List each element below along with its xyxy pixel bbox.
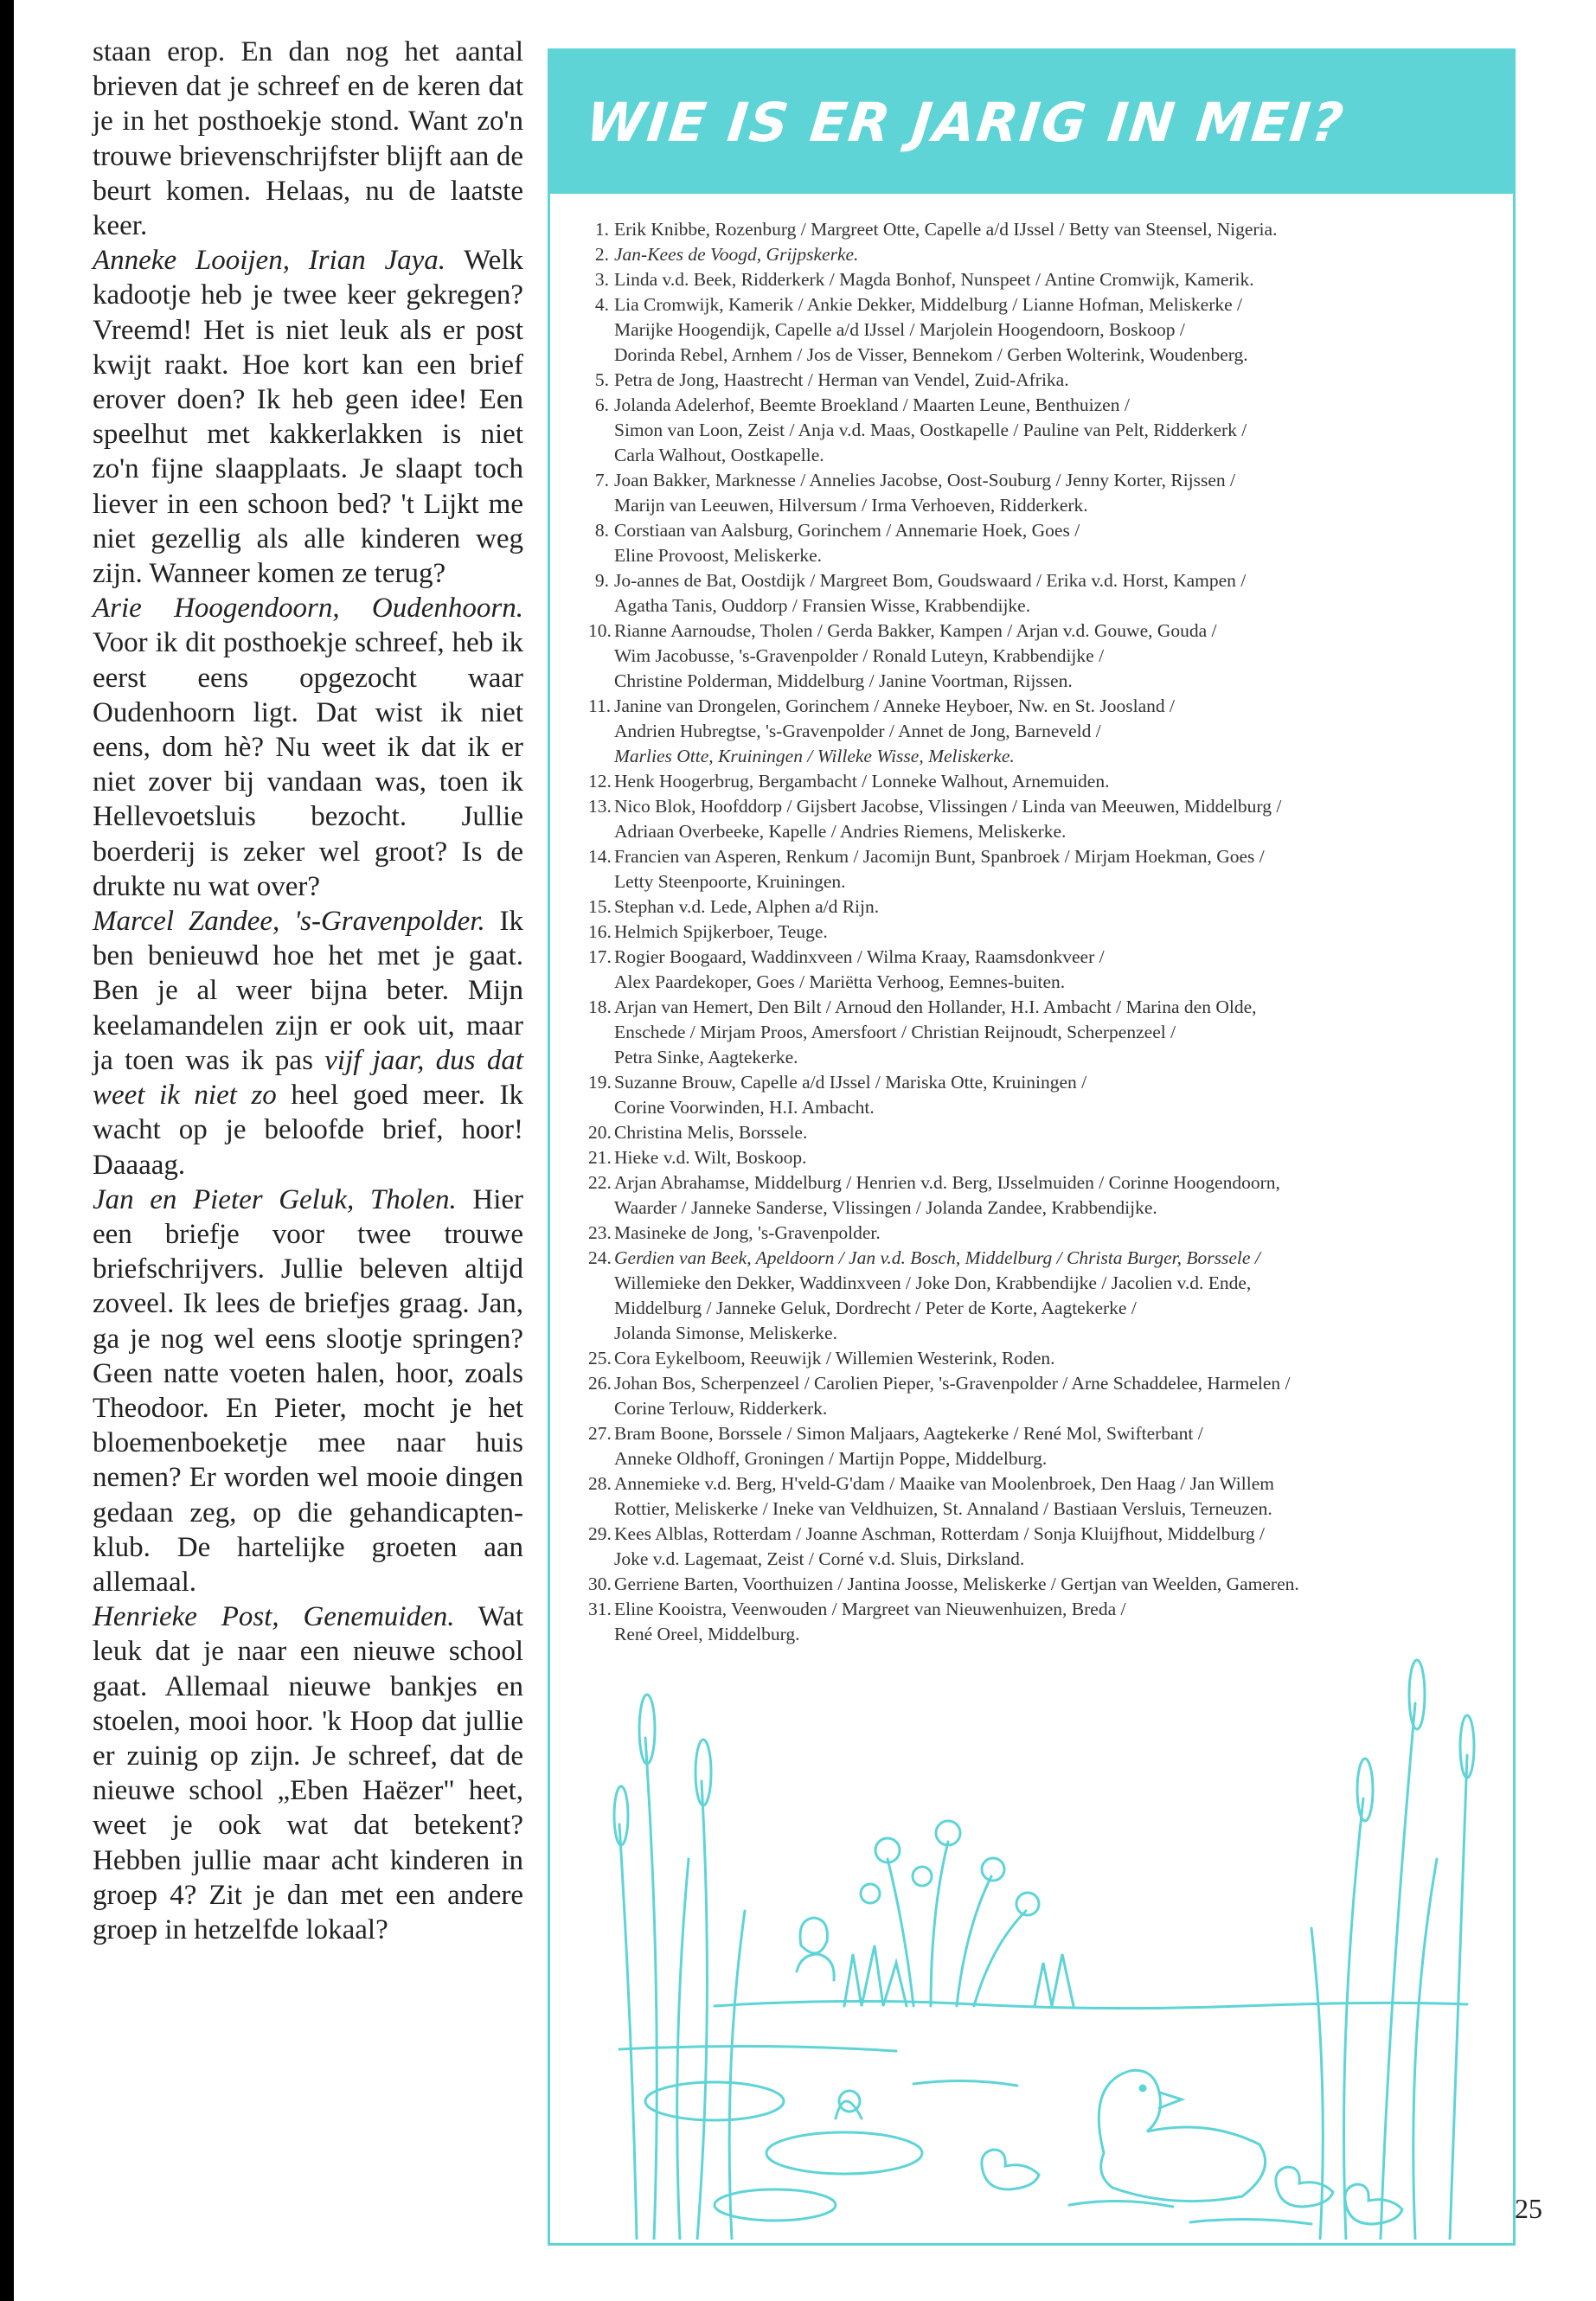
birthday-names-line: Andrien Hubregtse, 's-Gravenpolder / Annet de Jong, Barneveld /: [614, 721, 1101, 741]
birthday-names-line: Gerriene Barten, Voorthuizen / Jantina Joosse, Meliskerke / Gertjan van Weelden, Gameren.: [614, 1574, 1299, 1594]
birthday-names-line: Johan Bos, Scherpenzeel / Carolien Pieper, 's-Gravenpolder / Arne Schaddelee, Harmelen /: [614, 1373, 1291, 1394]
birthday-names-line: Joan Bakker, Marknesse / Annelies Jacobse, Oost-Souburg / Jenny Korter, Rijssen /: [614, 470, 1236, 490]
birthday-day-number: 6.: [594, 394, 609, 415]
birthday-names-line: Eline Kooistra, Veenwouden / Margreet van Nieuwenhuizen, Breda /: [614, 1599, 1126, 1619]
birthday-day-number: 15.: [588, 896, 612, 917]
letter-body: staan erop. En dan nog het aantal brieven dat je schreef en de keren dat je in het posthoekje stond. Want zo'n trouwe brievenschrijfster blijft aan de beurt komen. Helaas, nu de laatste keer.: [93, 36, 523, 242]
letters-column: [93, 35, 523, 1947]
birthday-day-number: 28.: [588, 1473, 612, 1494]
birthday-entry: [588, 267, 1505, 292]
letter-anneke: [93, 243, 523, 591]
page-number: 25: [1515, 2193, 1542, 2224]
birthday-day-number: 1.: [594, 219, 609, 240]
birthday-names-line: Alex Paardekoper, Goes / Mariëtta Verhoog, Eemnes-buiten.: [614, 971, 1066, 992]
letter-recipient: Anneke Looijen, Irian Jaya.: [93, 245, 446, 277]
birthday-names-line: Rottier, Meliskerke / Ineke van Veldhuizen, St. Annaland / Bastiaan Versluis, Terneuzen.: [614, 1498, 1272, 1519]
birthday-entry: [588, 1522, 1505, 1572]
letter-jan-pieter: [93, 1183, 523, 1599]
birthday-entry: [588, 1421, 1505, 1471]
birthday-day-number: 23.: [588, 1222, 612, 1243]
birthday-day-number: 31.: [588, 1599, 612, 1619]
birthday-names-line: Wim Jacobusse, 's-Gravenpolder / Ronald Luteyn, Krabbendijke /: [614, 645, 1105, 666]
birthday-list: [588, 217, 1505, 1647]
birthday-entry: [588, 769, 1505, 794]
birthday-entry: [588, 568, 1505, 619]
birthday-names-line: Hieke v.d. Wilt, Boskoop.: [614, 1147, 807, 1168]
birthday-entry: [588, 368, 1505, 393]
birthday-names-line: Helmich Spijkerboer, Teuge.: [614, 921, 828, 942]
birthday-names-line: Jolanda Adelerhof, Beemte Broekland / Maarten Leune, Benthuizen /: [614, 394, 1130, 415]
birthday-entry: [588, 619, 1505, 694]
birthday-day-number: 18.: [588, 997, 612, 1017]
birthday-day-number: 27.: [588, 1423, 612, 1444]
birthday-day-number: 19.: [588, 1072, 612, 1093]
letter-henrieke: [93, 1599, 523, 1947]
birthday-entry: [588, 995, 1505, 1070]
birthday-day-number: 22.: [588, 1172, 612, 1193]
birthday-entry: [588, 1221, 1505, 1246]
birthday-entry: [588, 794, 1505, 844]
birthday-entry: [588, 217, 1505, 242]
birthday-names-line: Jan-Kees de Voogd, Grijpskerke.: [614, 244, 859, 265]
birthday-names-line: René Oreel, Middelburg.: [614, 1624, 800, 1644]
birthday-day-number: 4.: [594, 294, 609, 315]
birthday-names-line: Marijn van Leeuwen, Hilversum / Irma Verhoeven, Ridderkerk.: [614, 495, 1088, 516]
birthday-names-line: Gerdien van Beek, Apeldoorn / Jan v.d. Bosch, Middelburg / Christa Burger, Borssele /: [614, 1247, 1260, 1268]
birthday-names-line: Middelburg / Janneke Geluk, Dordrecht / Peter de Korte, Aagtekerke /: [614, 1298, 1137, 1318]
birthday-day-number: 16.: [588, 921, 612, 942]
birthday-entry: [588, 1471, 1505, 1522]
birthday-day-number: 21.: [588, 1147, 612, 1168]
letter-body: Ik ben benieuwd hoe het met je gaat. Ben je al weer bijna beter. Mijn keelamandelen zijn er ook uit, maar ja toen was ik pas: [93, 906, 523, 1076]
page-spine: [0, 0, 14, 2301]
letter-recipient: Arie Hoogendoorn, Oudenhoorn.: [93, 593, 523, 625]
letter-body: Hier een briefje voor twee trouwe briefschrijvers. Jullie beleven altijd zoveel. Ik lees de briefjes graag. Jan, ga je nog wel eens slootje springen? Geen natte voeten halen, hoor, zoals Theodoor. En Pieter, mocht je het bloemenboeketje mee naar huis nemen? Er worden wel mooie dingen gedaan zeg, op die gehandicapten-klub. De hartelijke groeten aan allemaal.: [93, 1183, 523, 1598]
birthday-entry: [588, 920, 1505, 945]
birthday-day-number: 30.: [588, 1574, 612, 1594]
birthday-names-line: Arjan Abrahamse, Middelburg / Henrien v.d. Berg, IJsselmuiden / Corinne Hoogendoorn,: [614, 1172, 1280, 1193]
birthday-names-line: Jo-annes de Bat, Oostdijk / Margreet Bom, Goudswaard / Erika v.d. Horst, Kampen /: [614, 570, 1247, 591]
birthday-day-number: 29.: [588, 1523, 612, 1544]
birthday-names-line: Annemieke v.d. Berg, H'veld-G'dam / Maaike van Moolenbroek, Den Haag / Jan Willem: [614, 1473, 1274, 1494]
birthday-names-line: Agatha Tanis, Ouddorp / Fransien Wisse, Krabbendijke.: [614, 595, 1031, 616]
birthday-names-line: Willemieke den Dekker, Waddinxveen / Joke Don, Krabbendijke / Jacolien v.d. Ende,: [614, 1272, 1252, 1293]
letter-intro: [93, 35, 523, 243]
birthday-entry: [588, 1120, 1505, 1145]
birthday-day-number: 13.: [588, 796, 612, 817]
birthday-names-line: Lia Cromwijk, Kamerik / Ankie Dekker, Middelburg / Lianne Hofman, Meliskerke /: [614, 294, 1242, 315]
birthday-names-line: Anneke Oldhoff, Groningen / Martijn Poppe, Middelburg.: [614, 1448, 1048, 1469]
birthday-names-line: Rogier Boogaard, Waddinxveen / Wilma Kraay, Raamsdonkveer /: [614, 946, 1105, 967]
birthday-entry: [588, 468, 1505, 518]
letter-body-italic: vijf jaar, dus dat weet ik niet zo: [93, 1044, 523, 1112]
birthday-names-line: Henk Hoogerbrug, Bergambacht / Lonneke Walhout, Arnemuiden.: [614, 771, 1110, 792]
birthday-names-line: Francien van Asperen, Renkum / Jacomijn Bunt, Spanbroek / Mirjam Hoekman, Goes /: [614, 846, 1265, 867]
birthday-entry: [588, 694, 1505, 769]
birthday-day-number: 10.: [588, 620, 612, 641]
birthday-names-line: Corine Voorwinden, H.I. Ambacht.: [614, 1097, 875, 1118]
birthday-entry: [588, 1070, 1505, 1120]
birthday-day-number: 8.: [594, 520, 609, 541]
birthday-names-line: Eline Provoost, Meliskerke.: [614, 545, 823, 566]
birthday-names-line: Simon van Loon, Zeist / Anja v.d. Maas, Oostkapelle / Pauline van Pelt, Ridderkerk /: [614, 420, 1247, 440]
birthday-names-line: Nico Blok, Hoofddorp / Gijsbert Jacobse, Vlissingen / Linda van Meeuwen, Middelburg /: [614, 796, 1282, 817]
birthday-names-line: Christina Melis, Borssele.: [614, 1122, 808, 1143]
birthday-entry: [588, 1572, 1505, 1597]
birthday-names-line: Rianne Aarnoudse, Tholen / Gerda Bakker, Kampen / Arjan v.d. Gouwe, Gouda /: [614, 620, 1217, 641]
birthday-entry: [588, 894, 1505, 920]
birthday-day-number: 2.: [594, 244, 609, 265]
birthday-names-line: Petra Sinke, Aagtekerke.: [614, 1047, 798, 1067]
birthday-names-line: Masineke de Jong, 's-Gravenpolder.: [614, 1222, 881, 1243]
birthday-names-line: Enschede / Mirjam Proos, Amersfoort / Christian Reijnoudt, Scherpenzeel /: [614, 1022, 1176, 1042]
letter-recipient: Henrieke Post, Genemuiden.: [93, 1601, 455, 1633]
birthday-entry: [588, 1346, 1505, 1371]
birthday-names-line: Jolanda Simonse, Meliskerke.: [614, 1323, 837, 1343]
birthday-day-number: 17.: [588, 946, 612, 967]
letter-recipient: Jan en Pieter Geluk, Tholen.: [93, 1183, 457, 1215]
birthday-names-line: Arjan van Hemert, Den Bilt / Arnoud den Hollander, H.I. Ambacht / Marina den Olde,: [614, 997, 1257, 1017]
birthday-entry: [588, 292, 1505, 368]
birthday-day-number: 14.: [588, 846, 612, 867]
birthday-names-line: Corine Terlouw, Ridderkerk.: [614, 1398, 828, 1419]
birthday-day-number: 26.: [588, 1373, 612, 1394]
birthday-names-line: Joke v.d. Lagemaat, Zeist / Corné v.d. Sluis, Dirksland.: [614, 1548, 1025, 1569]
birthday-names-line: Kees Alblas, Rotterdam / Joanne Aschman, Rotterdam / Sonja Kluijfhout, Middelburg /: [614, 1523, 1266, 1544]
birthday-day-number: 24.: [588, 1247, 612, 1268]
letter-body: Voor ik dit posthoekje schreef, heb ik eerst eens opgezocht waar Oudenhoorn ligt. Dat wist ik niet eens, dom hè? Nu weet ik dat ik er niet zover bij vandaan was, toen ik Hellevoetsluis bezocht. Jullie boerderij is zeker wel groot? Is de drukte nu wat over?: [93, 627, 523, 902]
birthday-entry: [588, 945, 1505, 995]
birthday-names-line: Waarder / Janneke Sanderse, Vlissingen / Jolanda Zandee, Krabbendijke.: [614, 1197, 1157, 1218]
birthday-names-line: Cora Eykelboom, Reeuwijk / Willemien Westerink, Roden.: [614, 1348, 1055, 1368]
birthday-entry: [588, 1170, 1505, 1221]
birthday-names-line: Bram Boone, Borssele / Simon Maljaars, Aagtekerke / René Mol, Swifterbant /: [614, 1423, 1203, 1444]
pond-illustration: [585, 1599, 1484, 2240]
birthday-names-line: Adriaan Overbeeke, Kapelle / Andries Riemens, Meliskerke.: [614, 821, 1067, 842]
birthday-entry: [588, 844, 1505, 894]
birthday-entry: [588, 242, 1505, 267]
letter-body: Welk kadootje heb je twee keer gekregen? Vreemd! Het is niet leuk als er post kwijt raakt. Hoe kort kan een brief erover doen? Ik heb geen idee! Een speelhut met kakkerlakken is niet zo'n fijne slaapplaats. Je slaapt toch liever in een schoon bed? 't Lijkt me niet gezellig als alle kinderen weg zijn. Wanneer komen ze terug?: [93, 245, 523, 590]
birthday-names-line: Dorinda Rebel, Arnhem / Jos de Visser, Bennekom / Gerben Wolterink, Woudenberg.: [614, 344, 1248, 365]
birthday-names-line: Letty Steenpoorte, Kruiningen.: [614, 871, 846, 892]
birthday-box: [548, 48, 1516, 2246]
letter-arie: [93, 591, 523, 904]
letter-marcel: [93, 904, 523, 1183]
birthday-names-line: Marijke Hoogendijk, Capelle a/d IJssel / Marjolein Hoogendoorn, Boskoop /: [614, 319, 1185, 340]
letter-body: Wat leuk dat je naar een nieuwe school gaat. Allemaal nieuwe bankjes en stoelen, mooi hoor. 'k Hoop dat jullie er zuinig op zijn. Je schreef, dat de nieuwe school „Eben Haëzer" heet, weet je ook wat dat betekent? Hebben jullie maar acht kinderen in groep 4? Zit je dan met een andere groep in hetzelfde lokaal?: [93, 1601, 523, 1945]
birthday-entry: [588, 393, 1505, 468]
birthday-day-number: 9.: [594, 570, 609, 591]
birthday-day-number: 7.: [594, 470, 609, 490]
birthday-title: WIE IS ER JARIG IN MEI?: [583, 91, 1349, 154]
birthday-entry: [588, 1246, 1505, 1346]
birthday-entry: [588, 1145, 1505, 1170]
birthday-names-line: Stephan v.d. Lede, Alphen a/d Rijn.: [614, 896, 880, 917]
birthday-names-line: Marlies Otte, Kruiningen / Willeke Wisse, Meliskerke.: [614, 746, 1015, 766]
birthday-entry: [588, 518, 1505, 568]
birthday-day-number: 20.: [588, 1122, 612, 1143]
birthday-day-number: 5.: [594, 369, 609, 390]
birthday-names-line: Christine Polderman, Middelburg / Janine Voortman, Rijssen.: [614, 670, 1073, 691]
birthday-names-line: Suzanne Brouw, Capelle a/d IJssel / Mariska Otte, Kruiningen /: [614, 1072, 1087, 1093]
birthday-day-number: 3.: [594, 269, 609, 290]
birthday-entry: [588, 1371, 1505, 1421]
letter-recipient: Marcel Zandee, 's-Gravenpolder.: [93, 906, 485, 938]
birthday-day-number: 25.: [588, 1348, 612, 1368]
birthday-names-line: Carla Walhout, Oostkapelle.: [614, 445, 824, 465]
birthday-names-line: Petra de Jong, Haastrecht / Herman van Vendel, Zuid-Afrika.: [614, 369, 1069, 390]
birthday-day-number: 12.: [588, 771, 612, 792]
letter-body: heel goed meer. Ik wacht op je beloofde brief, hoor! Daaaag.: [93, 1080, 523, 1181]
birthday-names-line: Corstiaan van Aalsburg, Gorinchem / Annemarie Hoek, Goes /: [614, 520, 1080, 541]
birthday-names-line: Janine van Drongelen, Gorinchem / Anneke Heyboer, Nw. en St. Joosland /: [614, 695, 1175, 716]
birthday-names-line: Erik Knibbe, Rozenburg / Margreet Otte, Capelle a/d IJssel / Betty van Steensel, Nigeria.: [614, 219, 1278, 240]
birthday-box-header: [550, 51, 1513, 194]
birthday-names-line: Linda v.d. Beek, Ridderkerk / Magda Bonhof, Nunspeet / Antine Cromwijk, Kamerik.: [614, 269, 1254, 290]
birthday-day-number: 11.: [588, 695, 612, 716]
